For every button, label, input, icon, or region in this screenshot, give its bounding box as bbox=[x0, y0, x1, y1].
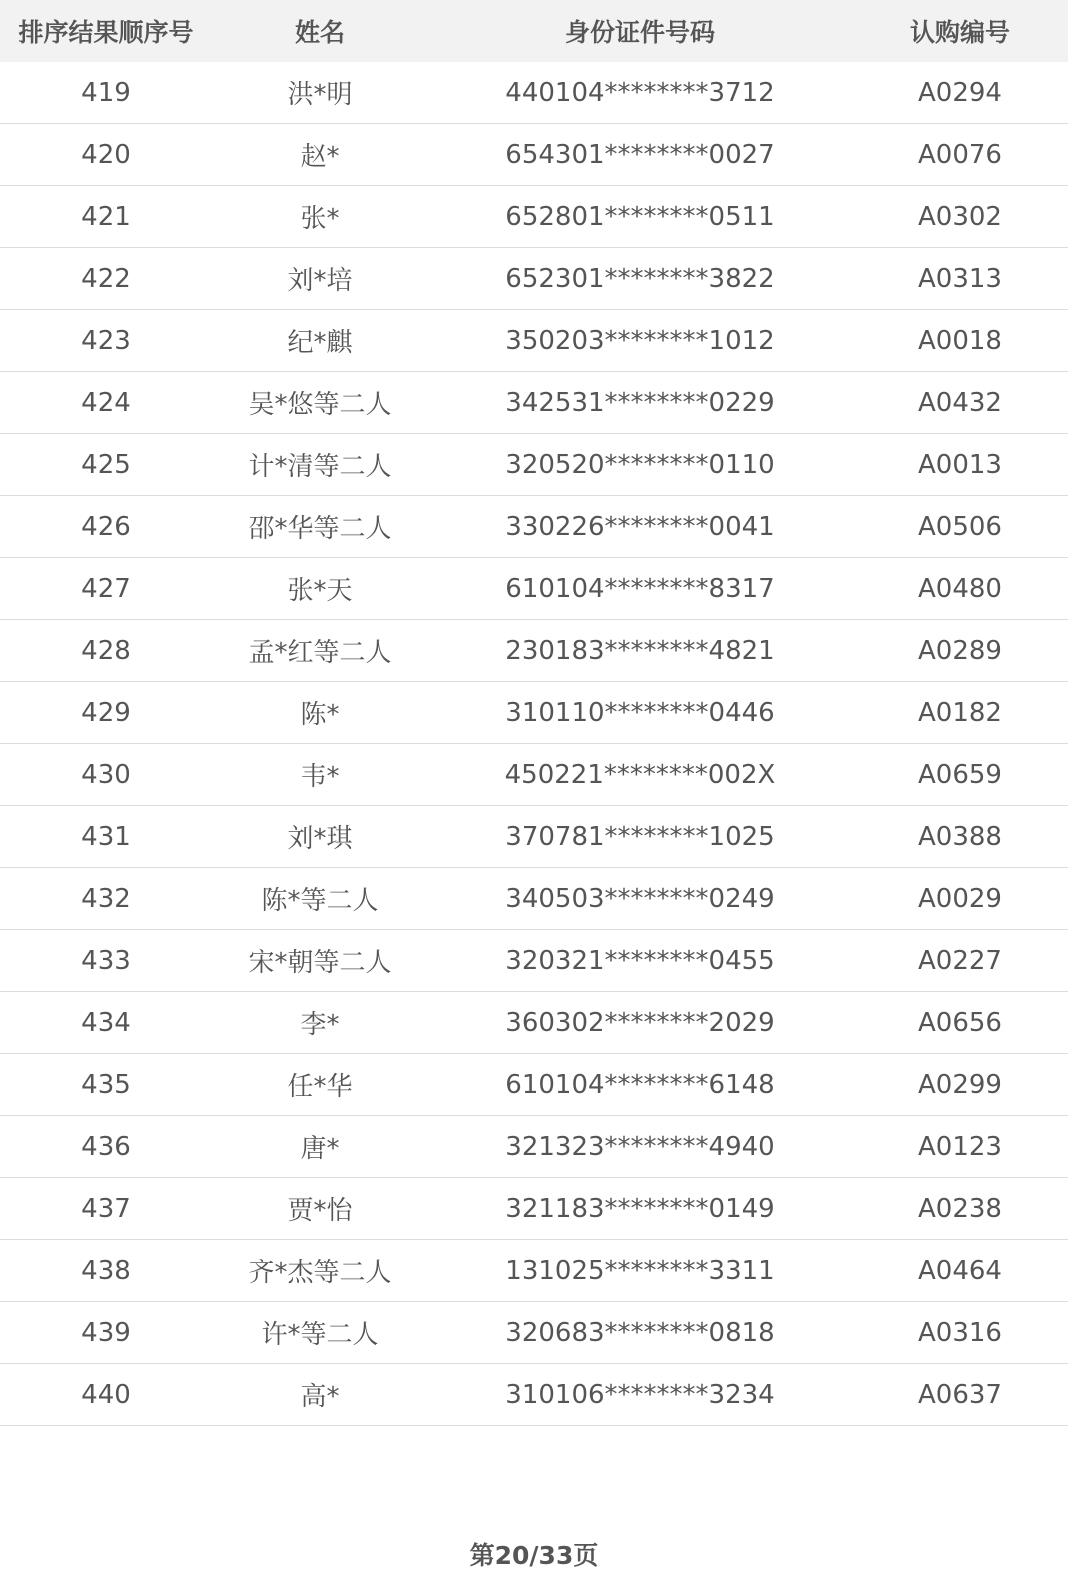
cell-order-number: 438 bbox=[81, 1255, 131, 1286]
cell-id-number: 450221********002X bbox=[504, 759, 776, 790]
cell-id-number: 131025********3311 bbox=[505, 1255, 775, 1286]
cell-id-number: 320520********0110 bbox=[505, 449, 775, 480]
cell-subscription-number: A0182 bbox=[918, 697, 1002, 728]
cell-id-number: 230183********4821 bbox=[505, 635, 775, 666]
cell-name: 齐*杰等二人 bbox=[248, 1258, 392, 1288]
cell-name: 孟*红等二人 bbox=[248, 638, 392, 668]
cell-name: 刘*培 bbox=[287, 266, 353, 296]
cell-subscription-number: A0637 bbox=[918, 1379, 1002, 1410]
header-subscription-number: 认购编号 bbox=[909, 18, 1010, 47]
cell-id-number: 340503********0249 bbox=[505, 883, 775, 914]
cell-order-number: 431 bbox=[81, 821, 131, 852]
cell-subscription-number: A0656 bbox=[918, 1007, 1002, 1038]
cell-id-number: 310106********3234 bbox=[505, 1379, 775, 1410]
cell-name: 张*天 bbox=[287, 576, 353, 606]
cell-id-number: 320683********0818 bbox=[505, 1317, 775, 1348]
table-row bbox=[0, 682, 1068, 744]
cell-name: 纪*麒 bbox=[287, 328, 353, 358]
page-indicator: 第20/33页 bbox=[469, 1541, 599, 1570]
cell-id-number: 330226********0041 bbox=[505, 511, 775, 542]
cell-subscription-number: A0388 bbox=[918, 821, 1002, 852]
table-header-row bbox=[0, 0, 1068, 62]
cell-order-number: 440 bbox=[81, 1379, 131, 1410]
cell-order-number: 430 bbox=[81, 759, 131, 790]
cell-id-number: 320321********0455 bbox=[505, 945, 775, 976]
header-order-number: 排序结果顺序号 bbox=[18, 18, 194, 47]
cell-order-number: 436 bbox=[81, 1131, 131, 1162]
cell-order-number: 432 bbox=[81, 883, 131, 914]
cell-order-number: 429 bbox=[81, 697, 131, 728]
table-row bbox=[0, 1054, 1068, 1116]
table-row bbox=[0, 62, 1068, 124]
cell-name: 陈* bbox=[300, 700, 340, 730]
cell-subscription-number: A0238 bbox=[918, 1193, 1002, 1224]
header-name: 姓名 bbox=[294, 18, 345, 47]
cell-id-number: 350203********1012 bbox=[505, 325, 775, 356]
cell-name: 邵*华等二人 bbox=[248, 514, 392, 544]
cell-name: 洪*明 bbox=[287, 80, 353, 110]
table-row bbox=[0, 806, 1068, 868]
cell-subscription-number: A0013 bbox=[918, 449, 1002, 480]
cell-id-number: 654301********0027 bbox=[505, 139, 775, 170]
cell-name: 许*等二人 bbox=[261, 1320, 379, 1350]
cell-name: 张* bbox=[300, 204, 340, 234]
cell-order-number: 423 bbox=[81, 325, 131, 356]
cell-order-number: 428 bbox=[81, 635, 131, 666]
cell-name: 高* bbox=[300, 1382, 340, 1412]
cell-order-number: 433 bbox=[81, 945, 131, 976]
cell-name: 李* bbox=[300, 1010, 340, 1040]
cell-order-number: 424 bbox=[81, 387, 131, 418]
table-row bbox=[0, 868, 1068, 930]
cell-order-number: 426 bbox=[81, 511, 131, 542]
cell-id-number: 360302********2029 bbox=[505, 1007, 775, 1038]
cell-id-number: 652301********3822 bbox=[505, 263, 775, 294]
table-row bbox=[0, 124, 1068, 186]
cell-name: 任*华 bbox=[287, 1072, 353, 1102]
cell-id-number: 321323********4940 bbox=[505, 1131, 775, 1162]
cell-name: 陈*等二人 bbox=[261, 886, 379, 916]
cell-subscription-number: A0464 bbox=[918, 1255, 1002, 1286]
table-row bbox=[0, 620, 1068, 682]
table-row bbox=[0, 1240, 1068, 1302]
table-row bbox=[0, 992, 1068, 1054]
table-body bbox=[0, 62, 1068, 1426]
cell-subscription-number: A0316 bbox=[918, 1317, 1002, 1348]
cell-name: 计*清等二人 bbox=[248, 452, 392, 482]
cell-name: 赵* bbox=[300, 142, 340, 172]
cell-subscription-number: A0123 bbox=[918, 1131, 1002, 1162]
table-row bbox=[0, 558, 1068, 620]
cell-subscription-number: A0302 bbox=[918, 201, 1002, 232]
cell-subscription-number: A0480 bbox=[918, 573, 1002, 604]
cell-subscription-number: A0313 bbox=[918, 263, 1002, 294]
cell-order-number: 427 bbox=[81, 573, 131, 604]
cell-name: 吴*悠等二人 bbox=[248, 390, 392, 420]
cell-subscription-number: A0299 bbox=[918, 1069, 1002, 1100]
cell-id-number: 440104********3712 bbox=[505, 77, 775, 108]
table-row bbox=[0, 496, 1068, 558]
cell-id-number: 342531********0229 bbox=[505, 387, 775, 418]
cell-subscription-number: A0294 bbox=[918, 77, 1002, 108]
cell-order-number: 420 bbox=[81, 139, 131, 170]
table-row bbox=[0, 1364, 1068, 1426]
header-id-number: 身份证件号码 bbox=[564, 18, 715, 47]
table-row bbox=[0, 930, 1068, 992]
cell-id-number: 610104********8317 bbox=[505, 573, 775, 604]
table-row bbox=[0, 248, 1068, 310]
cell-id-number: 652801********0511 bbox=[505, 201, 775, 232]
cell-name: 韦* bbox=[300, 762, 340, 792]
cell-id-number: 321183********0149 bbox=[505, 1193, 775, 1224]
cell-id-number: 370781********1025 bbox=[505, 821, 775, 852]
cell-subscription-number: A0029 bbox=[918, 883, 1002, 914]
cell-order-number: 422 bbox=[81, 263, 131, 294]
cell-order-number: 439 bbox=[81, 1317, 131, 1348]
cell-name: 贾*怡 bbox=[287, 1196, 353, 1226]
cell-order-number: 419 bbox=[81, 77, 131, 108]
cell-order-number: 421 bbox=[81, 201, 131, 232]
table-row bbox=[0, 1116, 1068, 1178]
cell-name: 刘*琪 bbox=[287, 824, 353, 854]
cell-name: 唐* bbox=[300, 1134, 340, 1164]
table-row bbox=[0, 186, 1068, 248]
cell-order-number: 425 bbox=[81, 449, 131, 480]
cell-subscription-number: A0227 bbox=[918, 945, 1002, 976]
cell-subscription-number: A0432 bbox=[918, 387, 1002, 418]
cell-order-number: 434 bbox=[81, 1007, 131, 1038]
table-row bbox=[0, 744, 1068, 806]
cell-subscription-number: A0506 bbox=[918, 511, 1002, 542]
table-row bbox=[0, 434, 1068, 496]
table-row bbox=[0, 372, 1068, 434]
table-row bbox=[0, 310, 1068, 372]
cell-subscription-number: A0076 bbox=[918, 139, 1002, 170]
cell-order-number: 437 bbox=[81, 1193, 131, 1224]
cell-subscription-number: A0289 bbox=[918, 635, 1002, 666]
cell-id-number: 610104********6148 bbox=[505, 1069, 775, 1100]
cell-name: 宋*朝等二人 bbox=[248, 948, 392, 978]
cell-order-number: 435 bbox=[81, 1069, 131, 1100]
cell-subscription-number: A0659 bbox=[918, 759, 1002, 790]
table-row bbox=[0, 1302, 1068, 1364]
table-row bbox=[0, 1178, 1068, 1240]
cell-id-number: 310110********0446 bbox=[505, 697, 775, 728]
cell-subscription-number: A0018 bbox=[918, 325, 1002, 356]
